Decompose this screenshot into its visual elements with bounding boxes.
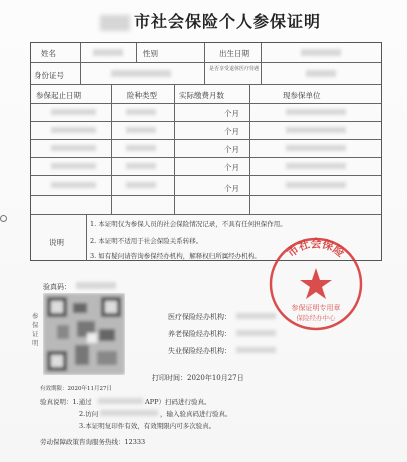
stamp-bottom-text: 参保证明专用章 [291, 304, 341, 312]
redacted-verify-code [76, 282, 116, 289]
verify-note-3: 3.本证明复印件有效，有效期限内可多次验真。 [79, 422, 216, 430]
verify-note-1: 验真说明：1.通过 [40, 398, 92, 406]
valid-time: 有效期限：2020年11月27日 [40, 386, 112, 392]
col-period: 参保起止日期 [36, 91, 81, 100]
side-text: 参保证明 [32, 312, 39, 347]
print-time: 打印时间：2020年10月27日 [152, 374, 244, 382]
svg-text:市社会保险 [284, 236, 347, 260]
id-label: 身份证号 [34, 71, 64, 80]
unemployment-agency-label: 失业保险经办机构： [168, 347, 231, 355]
col-unit: 现参保单位 [283, 91, 321, 100]
redacted-id [111, 70, 171, 77]
qr-code [43, 293, 125, 375]
stamp-sub-text: 保险经办中心 [296, 314, 336, 322]
pension-agency-label: 养老保险经办机构： [168, 330, 231, 338]
retired-label: 是否享受退休医疗待遇 [209, 66, 260, 72]
birth-label: 出生日期 [219, 49, 249, 58]
stamp-top-text: 市社会保险 [285, 236, 347, 260]
hotline: 劳动保障政策咨询服务热线：12333 [40, 438, 146, 446]
col-type: 险种类型 [127, 91, 157, 100]
verify-note-2: 2.访问 [79, 410, 99, 418]
redacted-retired [306, 70, 336, 77]
table-row: 个月 [224, 163, 239, 172]
col-months: 实际缴费月数 [179, 91, 224, 100]
remark-line-2: 2. 本证明不适用于社会保险关系转移。 [90, 237, 203, 245]
table-row: 个月 [224, 109, 239, 118]
verify-note-2-tail: ，输入验真码进行验真。 [160, 410, 232, 418]
official-stamp [268, 236, 364, 332]
remark-line-1: 1. 本证明仅为参保人员的社会保险情况记录，不具有任何担保作用。 [90, 220, 287, 228]
gender-label: 性别 [143, 49, 158, 58]
insurance-table [30, 42, 382, 261]
page-title: 市社会保险个人参保证明 [100, 9, 321, 32]
medical-agency-label: 医疗保险经办机构： [168, 313, 231, 321]
table-row: 个月 [224, 184, 239, 193]
remarks-label: 说明 [49, 238, 64, 247]
verify-note-1-tail: APP）扫码进行验真。 [145, 398, 211, 406]
table-row: 个月 [224, 127, 239, 136]
verify-code-label: 验真码： [43, 283, 71, 291]
remark-line-3: 3. 如有疑问请咨询参保经办机构，解释权归所属经办机构。 [90, 252, 261, 260]
redacted-name [93, 49, 123, 56]
name-label: 姓名 [41, 49, 56, 58]
redacted-birth [301, 49, 341, 56]
table-row: 个月 [224, 145, 239, 154]
redacted-city [100, 15, 130, 31]
punch-hole [0, 215, 7, 222]
